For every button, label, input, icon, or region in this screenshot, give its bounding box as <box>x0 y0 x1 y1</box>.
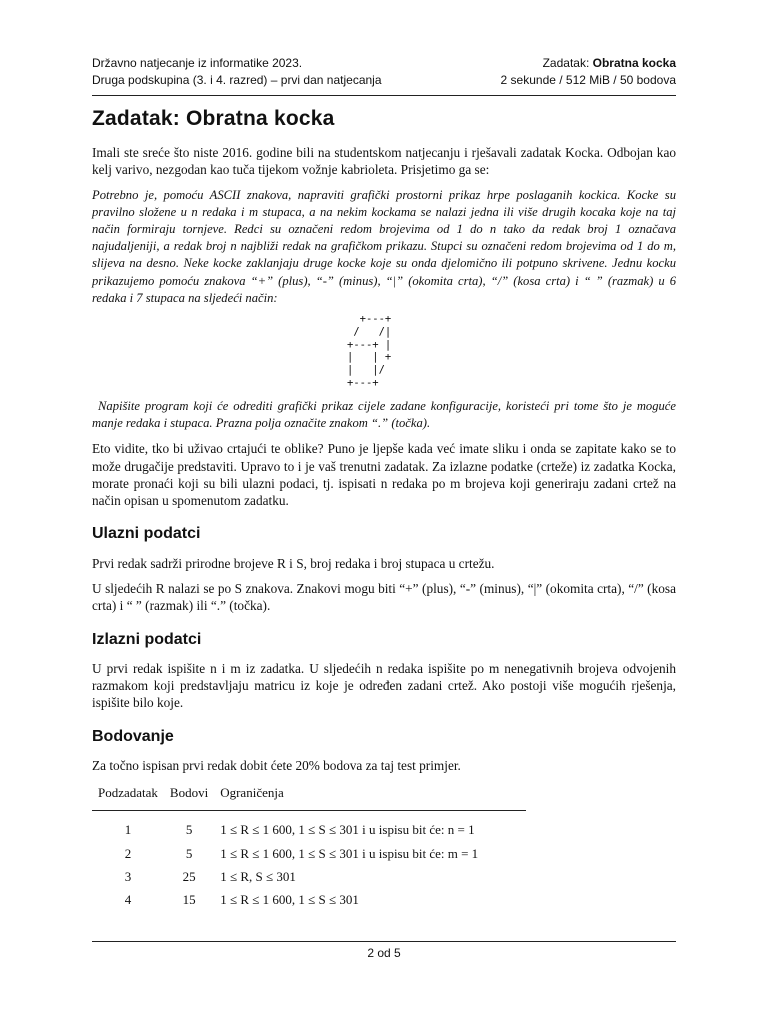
subtask-limits: 1 ≤ R ≤ 1 600, 1 ≤ S ≤ 301 <box>220 891 359 907</box>
header-divider <box>92 95 676 96</box>
input-heading: Ulazni podatci <box>92 525 201 543</box>
table-row <box>92 842 526 865</box>
subtask-points: 5 <box>185 845 193 861</box>
page-number: 2 od 5 <box>367 946 401 960</box>
task-explanation: Eto vidite, tko bi uživao crtajući te oblike? Puno je ljepše kada već imate sliku i onda se zapitate kako se to može drugačije predstaviti. Upravo to i je vaš trenutni zadatak. Za izlazne podatke (crteže) iz zadatka Kocka, morate pronaći koji su bili ulazni podaci, tj. ispisati n redaka po m brojeva koji generiraju zadani crtež na način opisan u spomenutom zadatku. <box>92 441 676 509</box>
table-row <box>92 865 526 888</box>
subtask-limits: 1 ≤ R, S ≤ 301 <box>220 868 296 884</box>
footer-divider <box>92 941 676 942</box>
subtask-points: 15 <box>182 891 196 907</box>
competition-name: Državno natjecanje iz informatike 2023. <box>92 56 303 70</box>
subgroup-info: Druga podskupina (3. i 4. razred) – prvi dan natjecanja <box>92 73 382 87</box>
column-header-points: Bodovi <box>164 784 214 810</box>
page-header <box>92 55 676 89</box>
subtask-table <box>92 784 526 910</box>
column-header-limits: Ograničenja <box>214 784 526 810</box>
subtask-number: 3 <box>124 868 132 884</box>
subtask-points: 5 <box>185 821 193 837</box>
table-row <box>92 888 526 911</box>
output-paragraph: U prvi redak ispišite n i m iz zadatka. U sljedećih n redaka ispišite po m nenegativnih brojeva odvojenih razmakom koji predstavljaju matricu iz koje je određen zadani crtež. Ako postoji više mogućih rješenja, ispišite bilo koje. <box>92 660 676 711</box>
subtask-number: 1 <box>124 821 132 837</box>
intro-paragraph: Imali ste sreće što niste 2016. godine bili na studentskom natjecanju i rješavali zadatak Kocka. Odbojan kao kelj varivo, nezgodan kao tuča tijekom vožnje kabrioleta. Prisjetimo ga se: <box>92 145 676 178</box>
input-paragraph-1: Prvi redak sadrži prirodne brojeve R i S, broj redaka i broj stupaca u crtežu. <box>92 555 495 571</box>
subtask-number: 2 <box>124 845 132 861</box>
task-label: Zadatak: Obratna kocka <box>542 56 676 70</box>
task-limits: 2 sekunde / 512 MiB / 50 bodova <box>500 73 676 87</box>
quoted-task-description: Potrebno je, pomoću ASCII znakova, napraviti grafički prostorni prikaz hrpe poslaganih kockica. Kocke su pravilno složene u n redaka i m stupaca, a na nekim kockama se nalazi jedna ili više drugih kocaka koje na taj način formiraju tornjeve. Redci su označeni redom brojevima od 1 do n tako da redak broj 1 označava najudaljeniji, a redak broj n najbliži redak na grafičkom prikazu. Stupci su označeni redom brojevima od 1 do m, slijeva na desno. Neke kocke zaklanjaju druge kocke koje su onda djelomično ili potpuno skrivene. Jednu kocku prikazujemo pomoću znakova “+” (plus), “-” (minus), “|” (okomita crta), “/” (kosa crta) i “ ” (razmak) u 6 redaka i 7 stupaca na sljedeći način: <box>92 187 676 305</box>
scoring-heading: Bodovanje <box>92 727 174 745</box>
task-name: Obratna kocka <box>592 56 676 70</box>
quoted-task-instruction: Napišite program koji će odrediti grafički prikaz cijele zadane konfiguracije, koristeći pri tome što je moguće manje redaka i stupaca. Prazna polja označite znakom “.” (točka). <box>92 398 676 430</box>
subtask-limits: 1 ≤ R ≤ 1 600, 1 ≤ S ≤ 301 i u ispisu bit će: m = 1 <box>220 845 479 861</box>
column-header-subtask: Podzadatak <box>92 784 164 810</box>
scoring-paragraph: Za točno ispisan prvi redak dobit ćete 20% bodova za taj test primjer. <box>92 758 461 774</box>
ascii-cube-figure: +---+ / /| +---+ | | | + | |/ +---+ <box>347 313 392 389</box>
table-header-row <box>92 784 526 810</box>
subtask-limits: 1 ≤ R ≤ 1 600, 1 ≤ S ≤ 301 i u ispisu bit će: n = 1 <box>220 821 475 837</box>
table-row <box>92 810 526 842</box>
input-paragraph-2: U sljedećih R nalazi se po S znakova. Znakovi mogu biti “+” (plus), “-” (minus), “|” (okomita crta), “/” (kosa crta) i “ ” (razmak) ili “.” (točka). <box>92 580 676 614</box>
task-body <box>92 144 676 911</box>
subtask-points: 25 <box>182 868 196 884</box>
subtask-number: 4 <box>124 891 132 907</box>
output-heading: Izlazni podatci <box>92 630 202 648</box>
page-title: Zadatak: Obratna kocka <box>92 107 335 130</box>
